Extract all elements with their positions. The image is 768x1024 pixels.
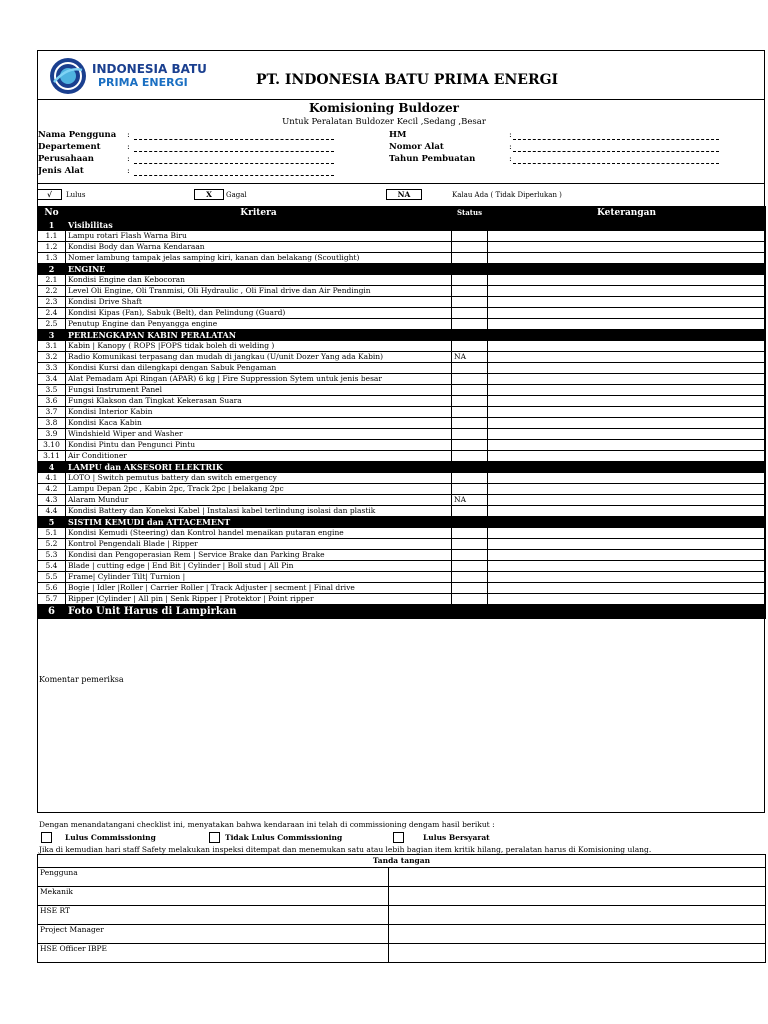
table-row — [38, 495, 766, 506]
item-criteria: Kondisi Kursi dan dilengkapi dengan Sabuk Pengaman — [66, 363, 452, 374]
table-row — [38, 396, 766, 407]
option-label: Lulus Commissioning — [65, 833, 156, 842]
col-no: No — [38, 207, 66, 220]
item-criteria: Frame| Cylinder Tilt| Turnion | — [66, 572, 452, 583]
table-row — [38, 440, 766, 451]
item-criteria: Kondisi dan Pengoperasian Rem | Service Brake dan Parking Brake — [66, 550, 452, 561]
field-colon: : — [509, 142, 512, 152]
item-number: 5.3 — [38, 550, 66, 561]
item-criteria: Kondisi Battery dan Koneksi Kabel | Instalasi kabel terlindung isolasi dan plastik — [66, 506, 452, 517]
item-status-cell[interactable] — [452, 396, 488, 407]
item-criteria: Kondisi Engine dan Kebocoran — [66, 275, 452, 286]
fail-mark: X — [194, 189, 224, 200]
item-number: 3.3 — [38, 363, 66, 374]
pass-mark: √ — [37, 189, 62, 200]
item-status-cell[interactable]: NA — [452, 495, 488, 506]
criteria-table — [37, 206, 766, 619]
item-number: 3.4 — [38, 374, 66, 385]
item-remarks-cell[interactable] — [488, 418, 766, 429]
document-title: Komisioning Buldozer — [309, 101, 459, 115]
item-number: 5.6 — [38, 583, 66, 594]
item-criteria: Lampu Depan 2pc , Kabin 2pc, Track 2pc | belakang 2pc — [66, 484, 452, 495]
item-status-cell[interactable] — [452, 451, 488, 462]
field-label: Tahun Pembuatan — [389, 154, 476, 164]
item-criteria: Nomer lambung tampak jelas samping kiri, kanan dan belakang (Scoutlight) — [66, 253, 452, 264]
item-criteria: Penutup Engine dan Penyangga engine — [66, 319, 452, 330]
item-remarks-cell[interactable] — [488, 539, 766, 550]
table-row — [38, 286, 766, 297]
item-status-cell[interactable] — [452, 550, 488, 561]
table-row — [38, 308, 766, 319]
section-row — [38, 264, 766, 275]
item-remarks-cell[interactable] — [488, 440, 766, 451]
item-remarks-cell[interactable] — [488, 363, 766, 374]
item-number: 3.7 — [38, 407, 66, 418]
photo-section-row — [38, 605, 766, 619]
item-remarks-cell[interactable] — [488, 506, 766, 517]
field-colon: : — [509, 130, 512, 140]
item-status-cell[interactable] — [452, 473, 488, 484]
section-title: Foto Unit Harus di Lampirkan — [66, 605, 766, 619]
item-remarks-cell[interactable] — [488, 385, 766, 396]
signature-cell[interactable] — [389, 906, 766, 925]
table-row — [38, 473, 766, 484]
recommission-note: Jika di kemudian hari staff Safety melakukan inspeksi ditempat dan menemukan satu atau lebih bagian item kritik hilang, peralatan harus di Komisioning ulang. — [39, 845, 652, 854]
info-right — [389, 130, 729, 170]
item-criteria: Bogie | Idler |Roller | Carrier Roller | Track Adjuster | secment | Final drive — [66, 583, 452, 594]
section-number: 4 — [38, 462, 66, 473]
item-criteria: Kondisi Pintu dan Pengunci Pintu — [66, 440, 452, 451]
table-row — [38, 374, 766, 385]
company-logo — [48, 56, 208, 96]
table-row — [38, 429, 766, 440]
section-row — [38, 220, 766, 231]
signature-row — [38, 887, 766, 906]
comment-label: Komentar pemeriksa — [39, 675, 124, 684]
col-remarks: Keterangan — [488, 207, 766, 220]
table-header — [38, 207, 766, 220]
name-field[interactable] — [134, 139, 334, 140]
item-remarks-cell[interactable] — [488, 242, 766, 253]
field-label: HM — [389, 130, 407, 140]
item-number: 2.1 — [38, 275, 66, 286]
item-status-cell[interactable] — [452, 286, 488, 297]
signature-header — [38, 855, 766, 868]
status-legend — [0, 189, 768, 201]
field-label: Departement — [38, 142, 101, 152]
item-criteria: Alaram Mundur — [66, 495, 452, 506]
item-status-cell[interactable] — [452, 341, 488, 352]
item-number: 2.5 — [38, 319, 66, 330]
item-criteria: Kondisi Kipas (Fan), Sabuk (Belt), dan Pelindung (Guard) — [66, 308, 452, 319]
section-row — [38, 517, 766, 528]
document-subtitle: Untuk Peralatan Buldozer Kecil ,Sedang ,Besar — [282, 117, 486, 127]
item-status-cell[interactable] — [452, 583, 488, 594]
item-criteria: Air Conditioner — [66, 451, 452, 462]
item-status-cell[interactable] — [452, 253, 488, 264]
field-label: Jenis Alat — [38, 166, 84, 176]
field-colon: : — [509, 154, 512, 164]
item-number: 2.2 — [38, 286, 66, 297]
item-remarks-cell[interactable] — [488, 429, 766, 440]
unit-number-field[interactable] — [513, 151, 719, 152]
field-label: Perusahaan — [38, 154, 94, 164]
field-label: Nama Pengguna — [38, 130, 117, 140]
logo-line-2: PRIMA ENERGI — [98, 76, 188, 89]
item-remarks-cell[interactable] — [488, 253, 766, 264]
col-criteria: Kritera — [66, 207, 452, 220]
signature-role: Project Manager — [38, 925, 389, 944]
item-number: 3.1 — [38, 341, 66, 352]
item-remarks-cell[interactable] — [488, 473, 766, 484]
item-status-cell[interactable] — [452, 440, 488, 451]
item-criteria: LOTO | Switch pemutus battery dan switch emergency — [66, 473, 452, 484]
section-number: 3 — [38, 330, 66, 341]
table-row — [38, 451, 766, 462]
item-number: 1.3 — [38, 253, 66, 264]
item-criteria: Alat Pemadam Api Ringan (APAR) 6 kg | Fire Suppression Sytem untuk jenis besar — [66, 374, 452, 385]
table-row — [38, 561, 766, 572]
statement-text: Dengan menandatangani checklist ini, menyatakan bahwa kendaraan ini telah di commissioning dengam hasil berikut : — [39, 820, 495, 829]
item-number: 4.3 — [38, 495, 66, 506]
item-number: 4.4 — [38, 506, 66, 517]
item-remarks-cell[interactable] — [488, 308, 766, 319]
pass-text: Lulus — [66, 191, 86, 199]
item-number: 3.9 — [38, 429, 66, 440]
section-row — [38, 462, 766, 473]
item-remarks-cell[interactable] — [488, 583, 766, 594]
item-remarks-cell[interactable] — [488, 561, 766, 572]
item-status-cell[interactable]: NA — [452, 352, 488, 363]
item-number: 5.5 — [38, 572, 66, 583]
item-number: 5.4 — [38, 561, 66, 572]
item-criteria: Kondisi Body dan Warna Kendaraan — [66, 242, 452, 253]
item-number: 3.8 — [38, 418, 66, 429]
option-label: Lulus Bersyarat — [423, 833, 490, 842]
item-remarks-cell[interactable] — [488, 374, 766, 385]
header-divider — [37, 99, 765, 100]
signature-table — [37, 854, 766, 963]
item-remarks-cell[interactable] — [488, 396, 766, 407]
logo-line-1: INDONESIA BATU — [92, 62, 207, 76]
signature-cell[interactable] — [389, 925, 766, 944]
item-criteria: Kondisi Kemudi (Steering) dan Kontrol handel menaikan putaran engine — [66, 528, 452, 539]
logo-emblem-icon — [48, 56, 88, 96]
section-number: 5 — [38, 517, 66, 528]
signature-title: Tanda tangan — [38, 855, 766, 868]
item-status-cell[interactable] — [452, 539, 488, 550]
item-number: 3.11 — [38, 451, 66, 462]
item-status-cell[interactable] — [452, 319, 488, 330]
item-number: 5.2 — [38, 539, 66, 550]
table-row — [38, 253, 766, 264]
item-status-cell[interactable] — [452, 506, 488, 517]
item-remarks-cell[interactable] — [488, 528, 766, 539]
item-remarks-cell[interactable] — [488, 319, 766, 330]
table-row — [38, 506, 766, 517]
item-criteria: Kabin | Kanopy ( ROPS |FOPS tidak boleh di welding ) — [66, 341, 452, 352]
item-number: 3.10 — [38, 440, 66, 451]
table-row — [38, 528, 766, 539]
signature-cell[interactable] — [389, 887, 766, 906]
item-remarks-cell[interactable] — [488, 341, 766, 352]
info-left — [38, 130, 338, 178]
section-title: Visibilitas — [66, 220, 766, 231]
table-row — [38, 319, 766, 330]
section-row — [38, 330, 766, 341]
table-row — [38, 242, 766, 253]
item-number: 5.1 — [38, 528, 66, 539]
item-number: 4.2 — [38, 484, 66, 495]
item-criteria: Level Oli Engine, Oli Tranmisi, Oli Hydraulic , Oli Final drive dan Air Pendingin — [66, 286, 452, 297]
item-status-cell[interactable] — [452, 308, 488, 319]
table-row — [38, 550, 766, 561]
item-remarks-cell[interactable] — [488, 275, 766, 286]
item-status-cell[interactable] — [452, 231, 488, 242]
table-row — [38, 583, 766, 594]
item-remarks-cell[interactable] — [488, 572, 766, 583]
item-remarks-cell[interactable] — [488, 407, 766, 418]
table-row — [38, 352, 766, 363]
item-number: 3.5 — [38, 385, 66, 396]
item-status-cell[interactable] — [452, 363, 488, 374]
item-status-cell[interactable] — [452, 297, 488, 308]
item-number: 5.7 — [38, 594, 66, 605]
item-remarks-cell[interactable] — [488, 231, 766, 242]
signature-role: Pengguna — [38, 868, 389, 887]
table-row — [38, 385, 766, 396]
item-status-cell[interactable] — [452, 242, 488, 253]
item-status-cell[interactable] — [452, 484, 488, 495]
item-status-cell[interactable] — [452, 407, 488, 418]
item-criteria: Kontrol Pengendali Blade | Ripper — [66, 539, 452, 550]
item-number: 2.3 — [38, 297, 66, 308]
field-label: Nomor Alat — [389, 142, 444, 152]
item-criteria: Kondisi Kaca Kabin — [66, 418, 452, 429]
field-colon: : — [127, 142, 130, 152]
item-criteria: Windshield Wiper and Washer — [66, 429, 452, 440]
signature-cell[interactable] — [389, 944, 766, 963]
item-criteria: Kondisi Interior Kabin — [66, 407, 452, 418]
item-criteria: Fungsi Klakson dan Tingkat Kekerasan Suara — [66, 396, 452, 407]
item-status-cell[interactable] — [452, 385, 488, 396]
item-status-cell[interactable] — [452, 528, 488, 539]
item-status-cell[interactable] — [452, 429, 488, 440]
section-title: LAMPU dan AKSESORI ELEKTRIK — [66, 462, 766, 473]
item-criteria: Radio Komunikasi terpasang dan mudah di jangkau (U/unit Dozer Yang ada Kabin) — [66, 352, 452, 363]
item-status-cell[interactable] — [452, 594, 488, 605]
department-field[interactable] — [134, 151, 334, 152]
item-criteria: Blade | cutting edge | End Bit | Cylinder | Boll stud | All Pin — [66, 561, 452, 572]
table-row — [38, 231, 766, 242]
item-remarks-cell[interactable] — [488, 451, 766, 462]
section-title: SISTIM KEMUDI dan ATTACEMENT — [66, 517, 766, 528]
item-criteria: Ripper |Cylinder | All pin | Senk Ripper | Protektor | Point ripper — [66, 594, 452, 605]
signature-role: Mekanik — [38, 887, 389, 906]
signature-cell[interactable] — [389, 868, 766, 887]
signature-role: HSE RT — [38, 906, 389, 925]
field-colon: : — [127, 166, 130, 176]
item-number: 1.2 — [38, 242, 66, 253]
table-row — [38, 539, 766, 550]
pass-checkbox[interactable] — [41, 832, 52, 843]
item-number: 2.4 — [38, 308, 66, 319]
comment-area[interactable] — [38, 686, 764, 812]
item-status-cell[interactable] — [452, 561, 488, 572]
item-status-cell[interactable] — [452, 572, 488, 583]
conditional-checkbox[interactable] — [393, 832, 404, 843]
item-remarks-cell[interactable] — [488, 286, 766, 297]
company-name: PT. INDONESIA BATU PRIMA ENERGI — [256, 72, 559, 88]
table-row — [38, 418, 766, 429]
item-remarks-cell[interactable] — [488, 297, 766, 308]
item-remarks-cell[interactable] — [488, 594, 766, 605]
year-field[interactable] — [513, 163, 719, 164]
section-title: ENGINE — [66, 264, 766, 275]
option-label: Tidak Lulus Commissioning — [225, 833, 343, 842]
signature-row — [38, 944, 766, 963]
na-mark: NA — [386, 189, 422, 200]
table-row — [38, 407, 766, 418]
section-title: PERLENGKAPAN KABIN PERALATAN — [66, 330, 766, 341]
fail-checkbox[interactable] — [209, 832, 220, 843]
hm-field[interactable] — [513, 139, 719, 140]
signature-role: HSE Officer IBPE — [38, 944, 389, 963]
field-colon: : — [127, 130, 130, 140]
signature-row — [38, 925, 766, 944]
equipment-type-field[interactable] — [134, 175, 334, 176]
section-number: 2 — [38, 264, 66, 275]
item-criteria: Lampu rotari Flash Warna Biru — [66, 231, 452, 242]
item-status-cell[interactable] — [452, 374, 488, 385]
table-row — [38, 572, 766, 583]
item-number: 4.1 — [38, 473, 66, 484]
table-row — [38, 297, 766, 308]
item-criteria: Fungsi Instrument Panel — [66, 385, 452, 396]
info-divider — [37, 183, 765, 184]
item-remarks-cell[interactable] — [488, 484, 766, 495]
item-number: 3.2 — [38, 352, 66, 363]
table-row — [38, 484, 766, 495]
table-row — [38, 341, 766, 352]
item-number: 1.1 — [38, 231, 66, 242]
table-row — [38, 363, 766, 374]
item-remarks-cell[interactable] — [488, 495, 766, 506]
item-status-cell[interactable] — [452, 275, 488, 286]
section-number: 6 — [38, 605, 66, 619]
item-remarks-cell[interactable] — [488, 352, 766, 363]
signature-row — [38, 906, 766, 925]
item-number: 3.6 — [38, 396, 66, 407]
item-status-cell[interactable] — [452, 418, 488, 429]
company-field[interactable] — [134, 163, 334, 164]
table-row — [38, 594, 766, 605]
section-number: 1 — [38, 220, 66, 231]
fail-text: Gagal — [226, 191, 247, 199]
field-colon: : — [127, 154, 130, 164]
item-remarks-cell[interactable] — [488, 550, 766, 561]
table-row — [38, 275, 766, 286]
na-text: Kalau Ada ( Tidak Diperlukan ) — [452, 191, 562, 199]
item-criteria: Kondisi Drive Shaft — [66, 297, 452, 308]
signature-row — [38, 868, 766, 887]
col-status: Status — [452, 207, 488, 220]
